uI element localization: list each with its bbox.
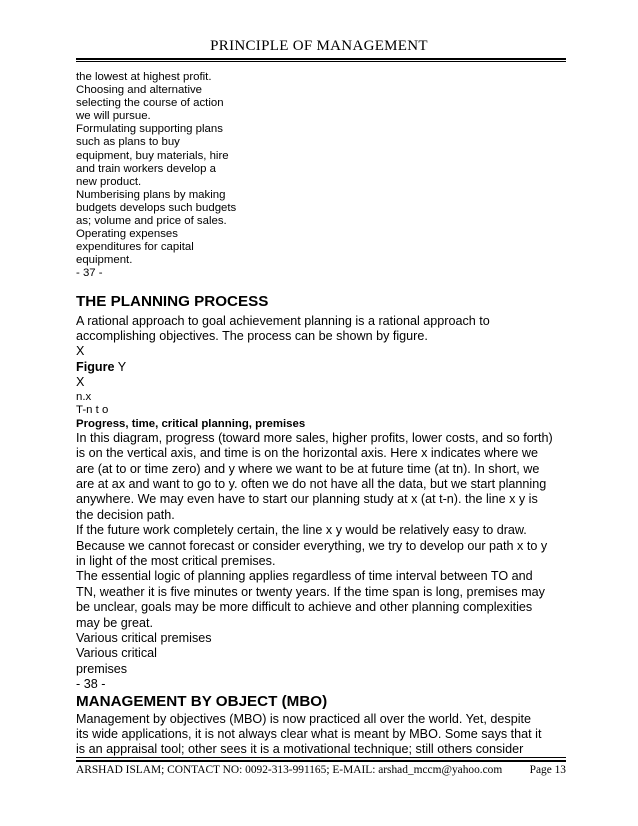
list-line: Choosing and alternative	[76, 84, 203, 97]
list-line: as; volume and price of sales.	[76, 215, 227, 228]
paragraph-line: Management by objectives (MBO) is now practiced all over the world. Yet, despite	[76, 711, 531, 726]
header-rule-thin	[76, 61, 566, 62]
paragraph-line: is an appraisal tool; other sees it is a motivational technique; still others consider	[76, 742, 524, 757]
figure-label-time: T-n t o	[76, 403, 109, 416]
page-header-title: PRINCIPLE OF MANAGEMENT	[210, 38, 428, 54]
paragraph-line: In this diagram, progress (toward more sales, higher profits, lower costs, and so forth)	[76, 430, 553, 445]
page-marker: - 37 -	[76, 267, 103, 280]
header-rule	[76, 58, 566, 60]
figure-label-nx: n.x	[76, 390, 92, 403]
paragraph-line: are at ax and want to go to y. often we do not have all the data, but we start planning	[76, 476, 547, 491]
figure-label-y: Y	[117, 359, 127, 374]
paragraph-line: its wide applications, it is not always clear what is meant by MBO. Some says that it	[76, 727, 542, 742]
list-line: equipment.	[76, 254, 133, 267]
list-line: expenditures for capital	[76, 241, 194, 254]
paragraph-line: anywhere. We may even have to start our planning study at x (at t-n). the line x y is	[76, 492, 538, 507]
paragraph-line: the decision path.	[76, 507, 175, 522]
list-line: Formulating supporting plans	[76, 123, 223, 136]
figure-caption-label: Figure	[76, 359, 115, 374]
figure-label-x: X	[76, 344, 85, 359]
figure-label-x2: X	[76, 375, 85, 390]
figure-subheading: Progress, time, critical planning, premises	[76, 417, 306, 430]
paragraph-line: TN, weather it is five minutes or twenty years. If the time span is long, premises may	[76, 584, 545, 599]
list-line: selecting the course of action	[76, 97, 224, 110]
figure-caption	[76, 360, 566, 375]
section-heading-planning-process: THE PLANNING PROCESS	[76, 292, 269, 310]
list-line: equipment, buy materials, hire	[76, 149, 229, 162]
page-number: Page 13	[529, 764, 566, 776]
paragraph-line: be unclear, goals may be more difficult to achieve and other planning complexities	[76, 600, 533, 615]
list-line: and train workers develop a	[76, 162, 216, 175]
paragraph-line: accomplishing objectives. The process can be shown by figure.	[76, 328, 428, 343]
page-body	[76, 71, 566, 758]
list-line: the lowest at highest profit.	[76, 71, 212, 83]
list-line: Numberising plans by making	[76, 188, 226, 201]
paragraph-line: are (at to or time zero) and y where we want to be at future time (at tn). In short, we	[76, 461, 540, 476]
paragraph-line: If the future work completely certain, the line x y would be relatively easy to draw.	[76, 523, 527, 538]
paragraph-line: is on the vertical axis, and time is on the horizontal axis. Here x indicates where we	[76, 446, 538, 461]
footer-rule	[76, 760, 566, 762]
list-line: new product.	[76, 175, 142, 188]
footer-rule-thin	[76, 757, 566, 758]
list-line: budgets develops such budgets	[76, 201, 237, 214]
list-line: such as plans to buy	[76, 136, 180, 149]
page-marker: - 38 -	[76, 677, 106, 692]
paragraph-line: in light of the most critical premises.	[76, 553, 276, 568]
paragraph-line: premises	[76, 661, 128, 676]
paragraph-line: Various critical	[76, 646, 157, 661]
planning-steps-list	[76, 71, 566, 281]
paragraph-line: may be great.	[76, 615, 154, 630]
list-line: Operating expenses	[76, 228, 178, 241]
paragraph-line: Because we cannot forecast or consider everything, we try to develop our path x to y	[76, 538, 548, 553]
paragraph-line: A rational approach to goal achievement planning is a rational approach to	[76, 313, 490, 328]
paragraph-line: Various critical premises	[76, 631, 212, 645]
list-line: we will pursue.	[76, 110, 151, 123]
paragraph-line: The essential logic of planning applies regardless of time interval between TO and	[76, 569, 533, 584]
section-heading-mbo: MANAGEMENT BY OBJECT (MBO)	[76, 692, 328, 710]
footer-contact: ARSHAD ISLAM; CONTACT NO: 0092-313-991165; E-MAIL: arshad_mccm@yahoo.com	[76, 764, 503, 776]
